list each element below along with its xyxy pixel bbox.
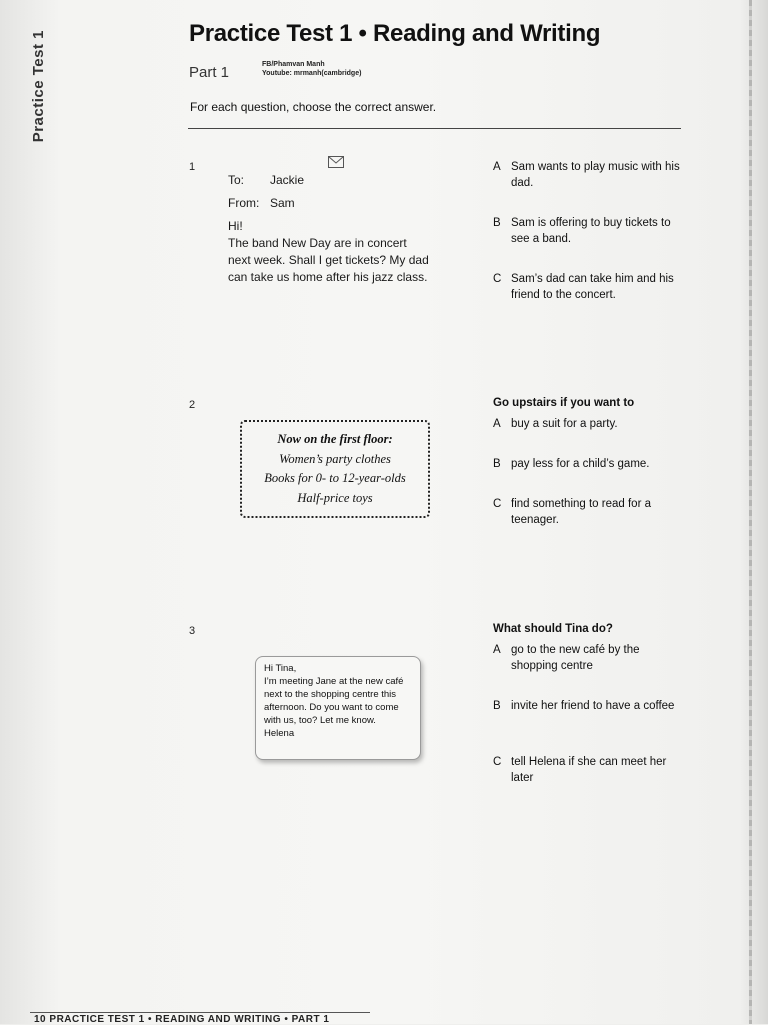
store-sign: [240, 420, 430, 518]
sign-line: Women’s party clothes: [279, 451, 391, 466]
q2-option-c[interactable]: [493, 496, 683, 528]
page-footer: 10 PRACTICE TEST 1 • READING AND WRITING • PART 1: [34, 1014, 330, 1025]
q3-question: What should Tina do?: [493, 623, 613, 635]
to-value: Jackie: [270, 173, 305, 187]
option-letter: A: [493, 161, 501, 173]
instruction: For each question, choose the correct answer.: [190, 100, 437, 114]
option-text: go to the new café by the shopping centre: [511, 644, 640, 672]
footer-divider: [30, 1012, 370, 1013]
note-signature: Helena: [264, 728, 295, 739]
sign-line: Half-price toys: [297, 490, 373, 505]
q2-option-a[interactable]: [493, 416, 683, 432]
message-from-row: [228, 195, 468, 212]
question-number-3: 3: [189, 625, 196, 637]
option-letter: B: [493, 217, 501, 229]
option-text: Sam is offering to buy tickets to see a band.: [511, 217, 671, 245]
option-text: tell Helena if she can meet her later: [511, 756, 667, 784]
note-line: I’m meeting Jane at the new café: [264, 676, 404, 687]
note-card: [255, 656, 421, 760]
option-text: find something to read for a teenager.: [511, 498, 651, 526]
option-letter: B: [493, 458, 501, 470]
q1-option-a[interactable]: [493, 159, 683, 191]
question-number-2: 2: [189, 399, 196, 411]
note-line: next to the shopping centre this: [264, 689, 397, 700]
side-label: [30, 30, 70, 180]
q2-option-b[interactable]: [493, 456, 683, 472]
note-line: Hi Tina,: [264, 663, 297, 674]
credit-line-2: Youtube: mrmanh(cambridge): [262, 70, 362, 77]
page-title: Practice Test 1 • Reading and Writing: [189, 20, 601, 47]
option-letter: A: [493, 644, 501, 656]
credit-line-1: FB/Phamvan Manh: [262, 61, 325, 68]
to-label: To:: [228, 173, 245, 187]
from-label: From:: [228, 196, 260, 210]
text-message: [228, 172, 468, 286]
q1-option-c[interactable]: [493, 271, 683, 303]
message-body-line: can take us home after his jazz class.: [228, 270, 428, 284]
question-number-1: 1: [189, 161, 196, 173]
q3-option-c[interactable]: [493, 754, 683, 786]
q1-option-b[interactable]: [493, 215, 683, 247]
option-letter: C: [493, 498, 502, 510]
part-heading: Part 1: [189, 64, 230, 81]
option-text: pay less for a child’s game.: [511, 458, 650, 470]
envelope-icon: [328, 156, 344, 168]
option-text: Sam wants to play music with his dad.: [511, 161, 680, 189]
option-letter: C: [493, 756, 502, 768]
from-value: Sam: [270, 196, 295, 210]
option-letter: B: [493, 700, 501, 712]
option-text: buy a suit for a party.: [511, 418, 618, 430]
sign-line: Books for 0- to 12-year-olds: [264, 471, 406, 485]
option-letter: C: [493, 273, 502, 285]
option-text: invite her friend to have a coffee: [511, 700, 675, 712]
side-label-text: Practice Test 1: [30, 30, 47, 143]
page-edge: [749, 0, 752, 1024]
q2-question: Go upstairs if you want to: [493, 397, 635, 409]
sign-heading: Now on the first floor:: [277, 432, 393, 446]
option-text: Sam’s dad can take him and his friend to the concert.: [511, 273, 674, 301]
option-letter: A: [493, 418, 501, 430]
message-body-line: The band New Day are in concert: [228, 236, 407, 250]
q3-option-b[interactable]: [493, 698, 683, 714]
note-line: afternoon. Do you want to come: [264, 702, 399, 713]
note-line: with us, too? Let me know.: [264, 715, 376, 726]
credits: [262, 60, 361, 78]
message-body-line: next week. Shall I get tickets? My dad: [228, 253, 429, 267]
q3-option-a[interactable]: [493, 642, 683, 674]
divider: [188, 128, 681, 129]
message-to-row: [228, 172, 468, 189]
message-greeting: Hi!: [228, 219, 243, 233]
